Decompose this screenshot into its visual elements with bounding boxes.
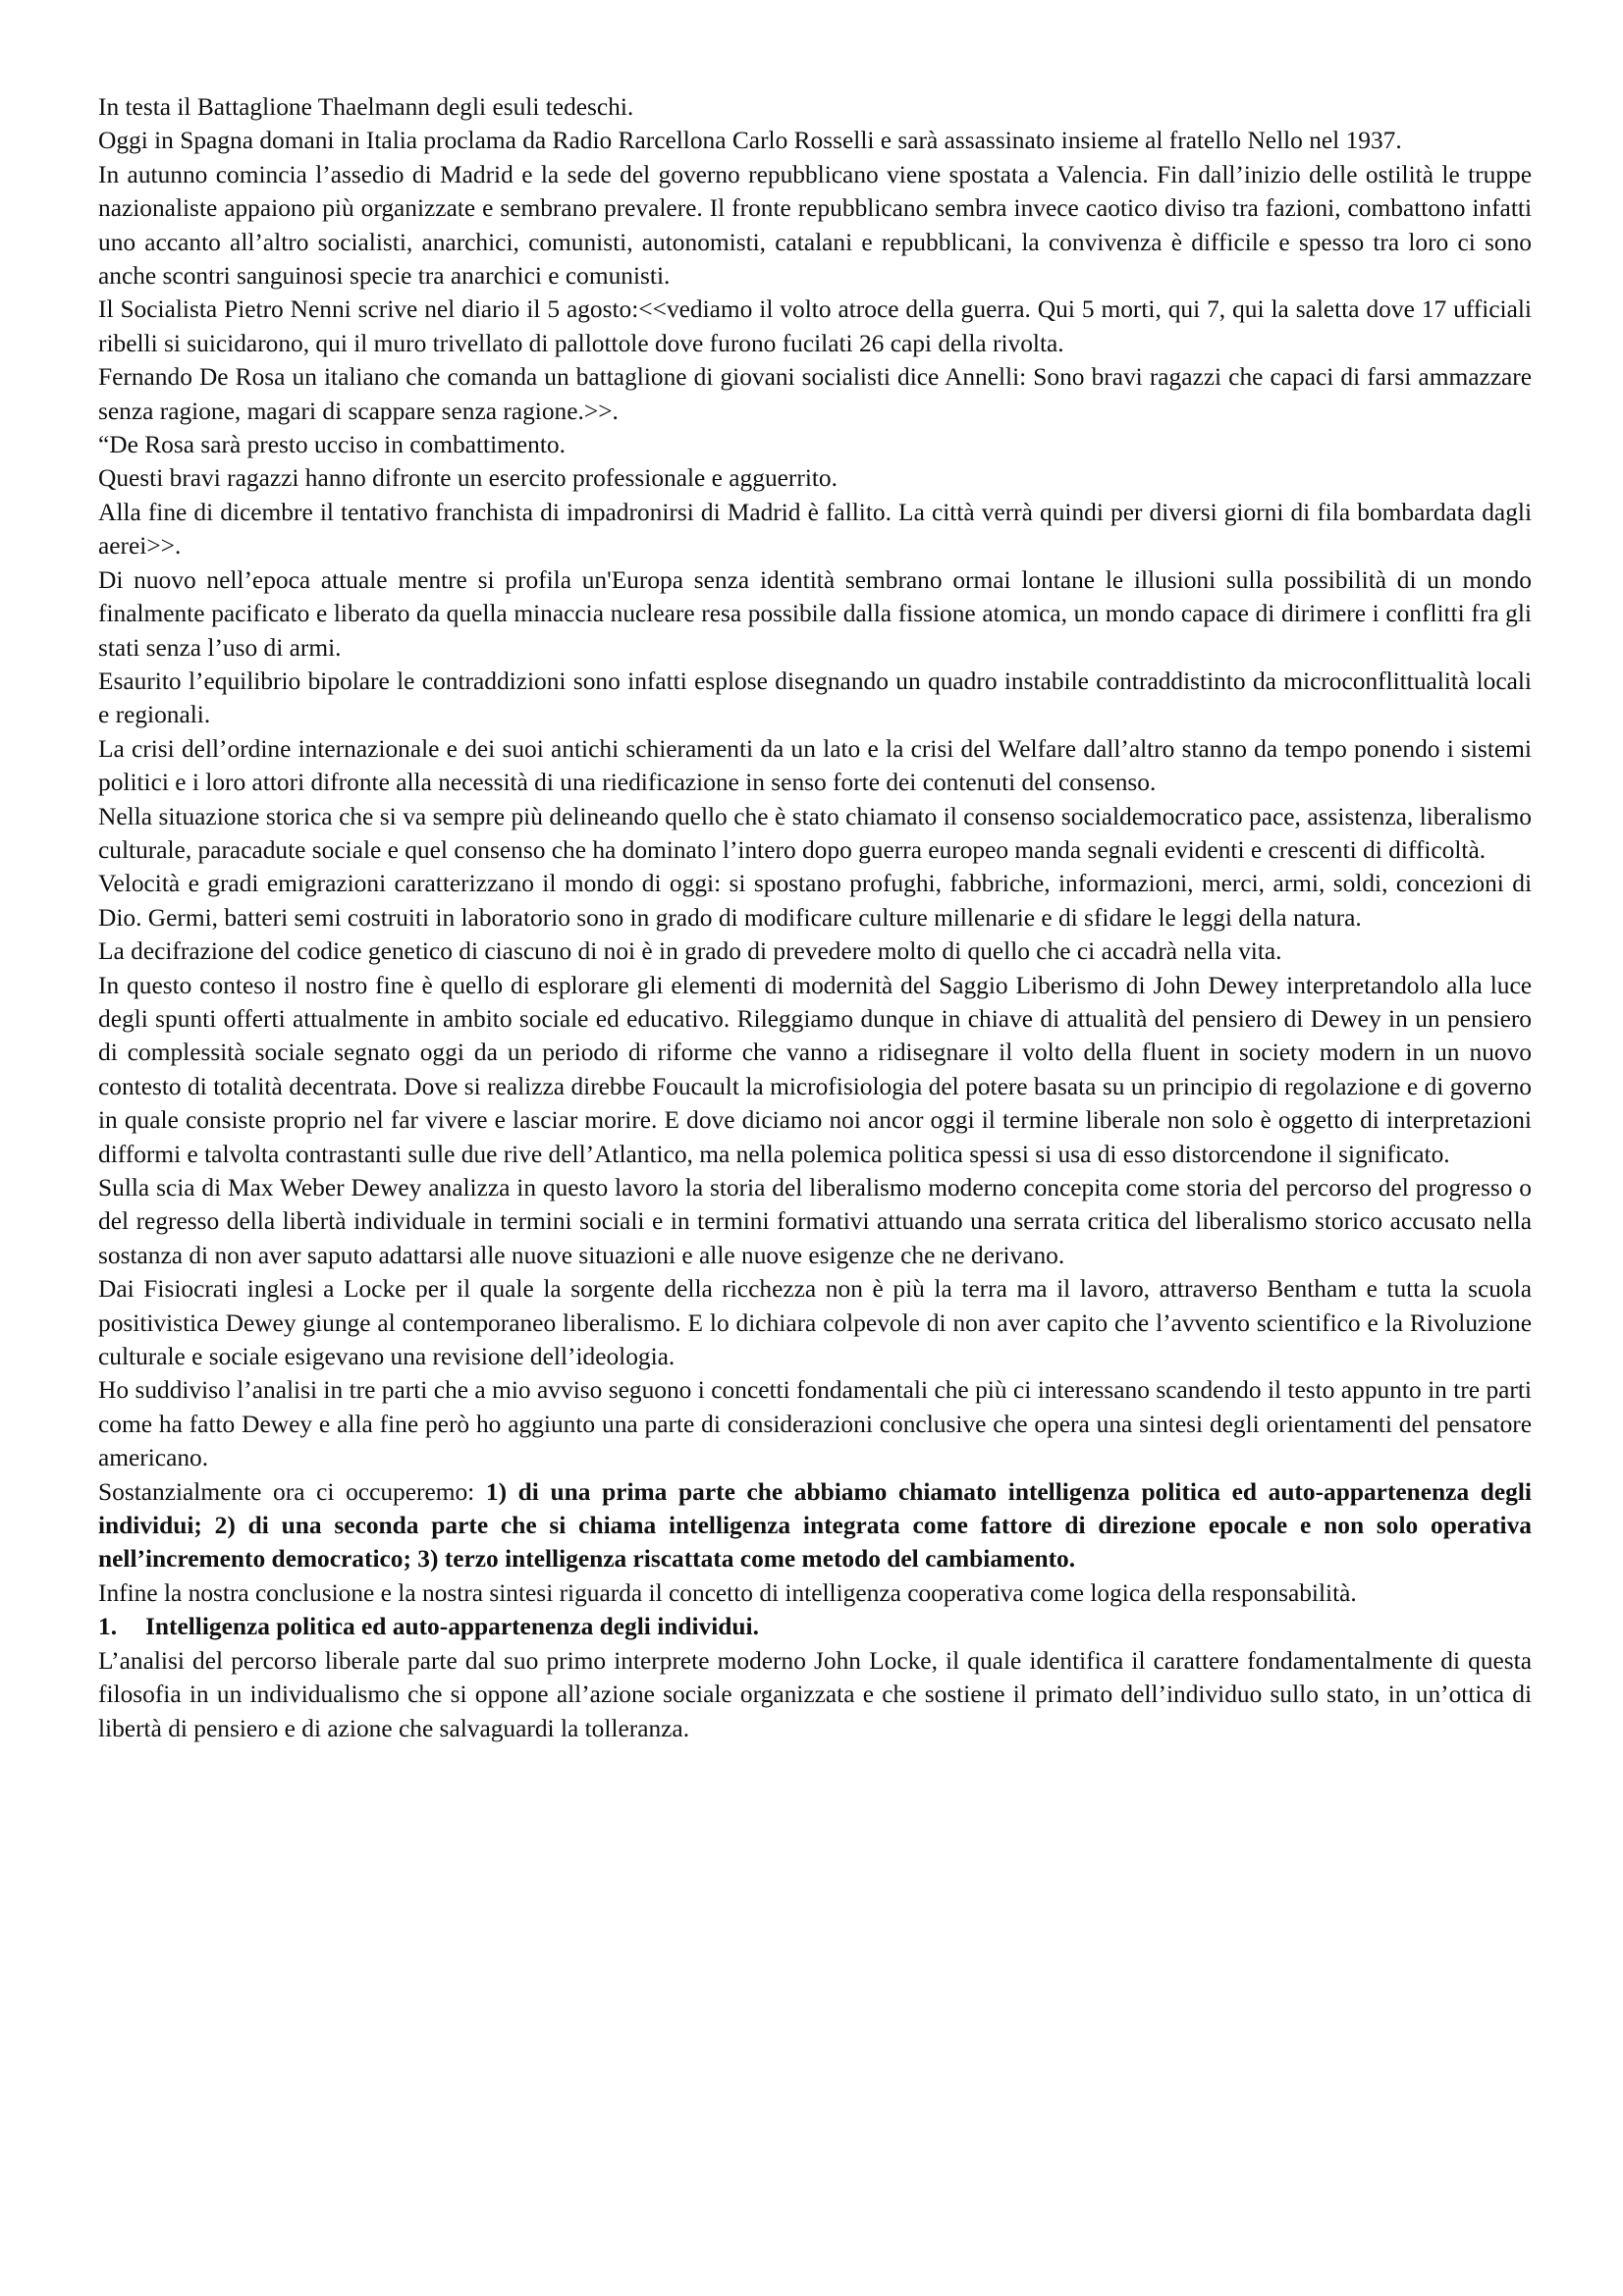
paragraph-2: Oggi in Spagna domani in Italia proclama da Radio Rarcellona Carlo Rosselli e sarà assassinato insieme al fratello Nello nel 1937.	[98, 127, 1402, 155]
paragraph-14: La decifrazione del codice genetico di ciascuno di noi è in grado di prevedere molto di quello che ci accadrà nella vita.	[98, 937, 1282, 966]
paragraph-7: Questi bravi ragazzi hanno difronte un esercito professionale e agguerrito.	[98, 464, 838, 493]
paragraph-11: La crisi dell’ordine internazionale e dei suoi antichi schieramenti da un lato e la crisi del Welfare dall’altro stanno da tempo ponendo i sistemi politici e i loro attori difronte alla necessità di una riedificazione in senso forte dei contenuti del consenso.	[98, 734, 1532, 797]
paragraph-16: Sulla scia di Max Weber Dewey analizza in questo lavoro la storia del liberalismo moderno concepita come storia del percorso del progresso o del regresso della libertà individuale in termini sociali e in termini formativi attuando una serrata critica del liberalismo storico accusato nella sostanza di non aver saputo adattarsi alle nuove situazioni e alle nuove esigenze che ne derivano.	[98, 1174, 1532, 1269]
paragraph-6: “De Rosa sarà presto ucciso in combattimento.	[98, 431, 566, 459]
section-title: Intelligenza politica ed auto-appartenenza degli individui.	[145, 1613, 759, 1641]
outline-paragraph	[98, 1475, 1532, 1576]
paragraph-3: In autunno comincia l’assedio di Madrid e la sede del governo repubblicano viene spostata a Valencia. Fin dall’inizio delle ostilità le truppe nazionaliste appaiono più organizzate e sembrano prevalere. Il fronte repubblicano sembra invece caotico diviso tra fazioni, combattono infatti uno accanto all’altro socialisti, anarchici, comunisti, autonomisti, catalani e repubblicani, la convivenza è difficile e spesso tra loro ci sono anche scontri sanguinosi specie tra anarchici e comunisti.	[98, 160, 1532, 291]
outline-parts: 1) di una prima parte che abbiamo chiamato intelligenza politica ed auto-appartenenza degli individui; 2) di una seconda parte che si chiama intelligenza integrata come fattore di direzione epocale e non solo operativa nell’incremento democratico; 3) terzo intelligenza riscattata come metodo del cambiamento.	[98, 1477, 1532, 1574]
paragraph-13: Velocità e gradi emigrazioni caratterizzano il mondo di oggi: si spostano profughi, fabbriche, informazioni, merci, armi, soldi, concezioni di Dio. Germi, batteri semi costruiti in laboratorio sono in grado di modificare culture millenarie e di sfidare le leggi della natura.	[98, 870, 1532, 932]
paragraph-15: In questo conteso il nostro fine è quello di esplorare gli elementi di modernità del Saggio Liberismo di John Dewey interpretandolo alla luce degli spunti offerti attualmente in ambito sociale ed educativo. Rileggiamo dunque in chiave di attualità del pensiero di Dewey in un pensiero di complessità sociale segnato oggi da un periodo di riforme che vanno a ridisegnare il volto della fluent in society modern in un nuovo contesto di totalità decentrata. Dove si realizza direbbe Foucault la microfisiologia del potere basata su un principio di regolazione e di governo in quale consiste proprio nel far vivere e lasciar morire. E dove diciamo noi ancor oggi il termine liberale non solo è oggetto di interpretazioni difformi e talvolta contrastanti sulle due rive dell’Atlantico, ma nella polemica politica spessi si usa di esso distorcendone il significato.	[98, 971, 1532, 1168]
paragraph-10: Esaurito l’equilibrio bipolare le contraddizioni sono infatti esplose disegnando un quadro instabile contraddistinto da microconflittualità locali e regionali.	[98, 667, 1532, 729]
paragraph-18: Ho suddiviso l’analisi in tre parti che a mio avviso seguono i concetti fondamentali che più ci interessano scandendo il testo appunto in tre parti come ha fatto Dewey e alla fine però ho aggiunto una parte di considerazioni conclusive che opera una sintesi degli orientamenti del pensatore americano.	[98, 1376, 1532, 1472]
final-paragraph: L’analisi del percorso liberale parte dal suo primo interprete moderno John Locke, il quale identifica il carattere fondamentalmente di questa filosofia in un individualismo che si oppone all’azione sociale organizzata e che sostiene il primato dell’individuo sullo stato, in un’ottica di libertà di pensiero e di azione che salvaguardi la tolleranza.	[98, 1646, 1532, 1742]
paragraph-17: Dai Fisiocrati inglesi a Locke per il quale la sorgente della ricchezza non è più la terra ma il lavoro, attraverso Bentham e tutta la scuola positivistica Dewey giunge al contemporaneo liberalismo. E lo dichiara colpevole di non aver capito che l’avvento scientifico e la Rivoluzione culturale e sociale esigevano una revisione dell’ideologia.	[98, 1275, 1532, 1371]
paragraph-12: Nella situazione storica che si va sempre più delineando quello che è stato chiamato il consenso socialdemocratico pace, assistenza, liberalismo culturale, paracadute sociale e quel consenso che ha dominato l’intero dopo guerra europeo manda segnali evidenti e crescenti di difficoltà.	[98, 802, 1532, 864]
section-heading	[98, 1610, 1532, 1643]
paragraph-9: Di nuovo nell’epoca attuale mentre si profila un'Europa senza identità sembrano ormai lontane le illusioni sulla possibilità di un mondo finalmente pacificato e liberato da quella minaccia nucleare resa possibile dalla fissione atomica, un mondo capace di dirimere i conflitti fra gli stati senza l’uso di armi.	[98, 565, 1532, 662]
paragraph-5: Fernando De Rosa un italiano che comanda un battaglione di giovani socialisti dice Annelli: Sono bravi ragazzi che capaci di farsi ammazzare senza ragione, magari di scappare senza ragione.>>.	[98, 363, 1532, 425]
paragraph-8: Alla fine di dicembre il tentativo franchista di impadronirsi di Madrid è fallito. La città verrà quindi per diversi giorni di fila bombardata dagli aerei>>.	[98, 498, 1532, 561]
conclusion-paragraph: Infine la nostra conclusione e la nostra sintesi riguarda il concetto di intelligenza cooperativa come logica della responsabilità.	[98, 1578, 1357, 1607]
paragraph-4: Il Socialista Pietro Nenni scrive nel diario il 5 agosto:<<vediamo il volto atroce della guerra. Qui 5 morti, qui 7, qui la saletta dove 17 ufficiali ribelli si suicidarono, qui il muro trivellato di pallottole dove furono fucilati 26 capi della rivolta.	[98, 295, 1532, 357]
outline-intro: Sostanzialmente ora ci occuperemo:	[98, 1477, 486, 1506]
paragraph-1: In testa il Battaglione Thaelmann degli esuli tedeschi.	[98, 93, 634, 121]
document-page	[98, 90, 1532, 1745]
section-number: 1.	[98, 1613, 118, 1641]
